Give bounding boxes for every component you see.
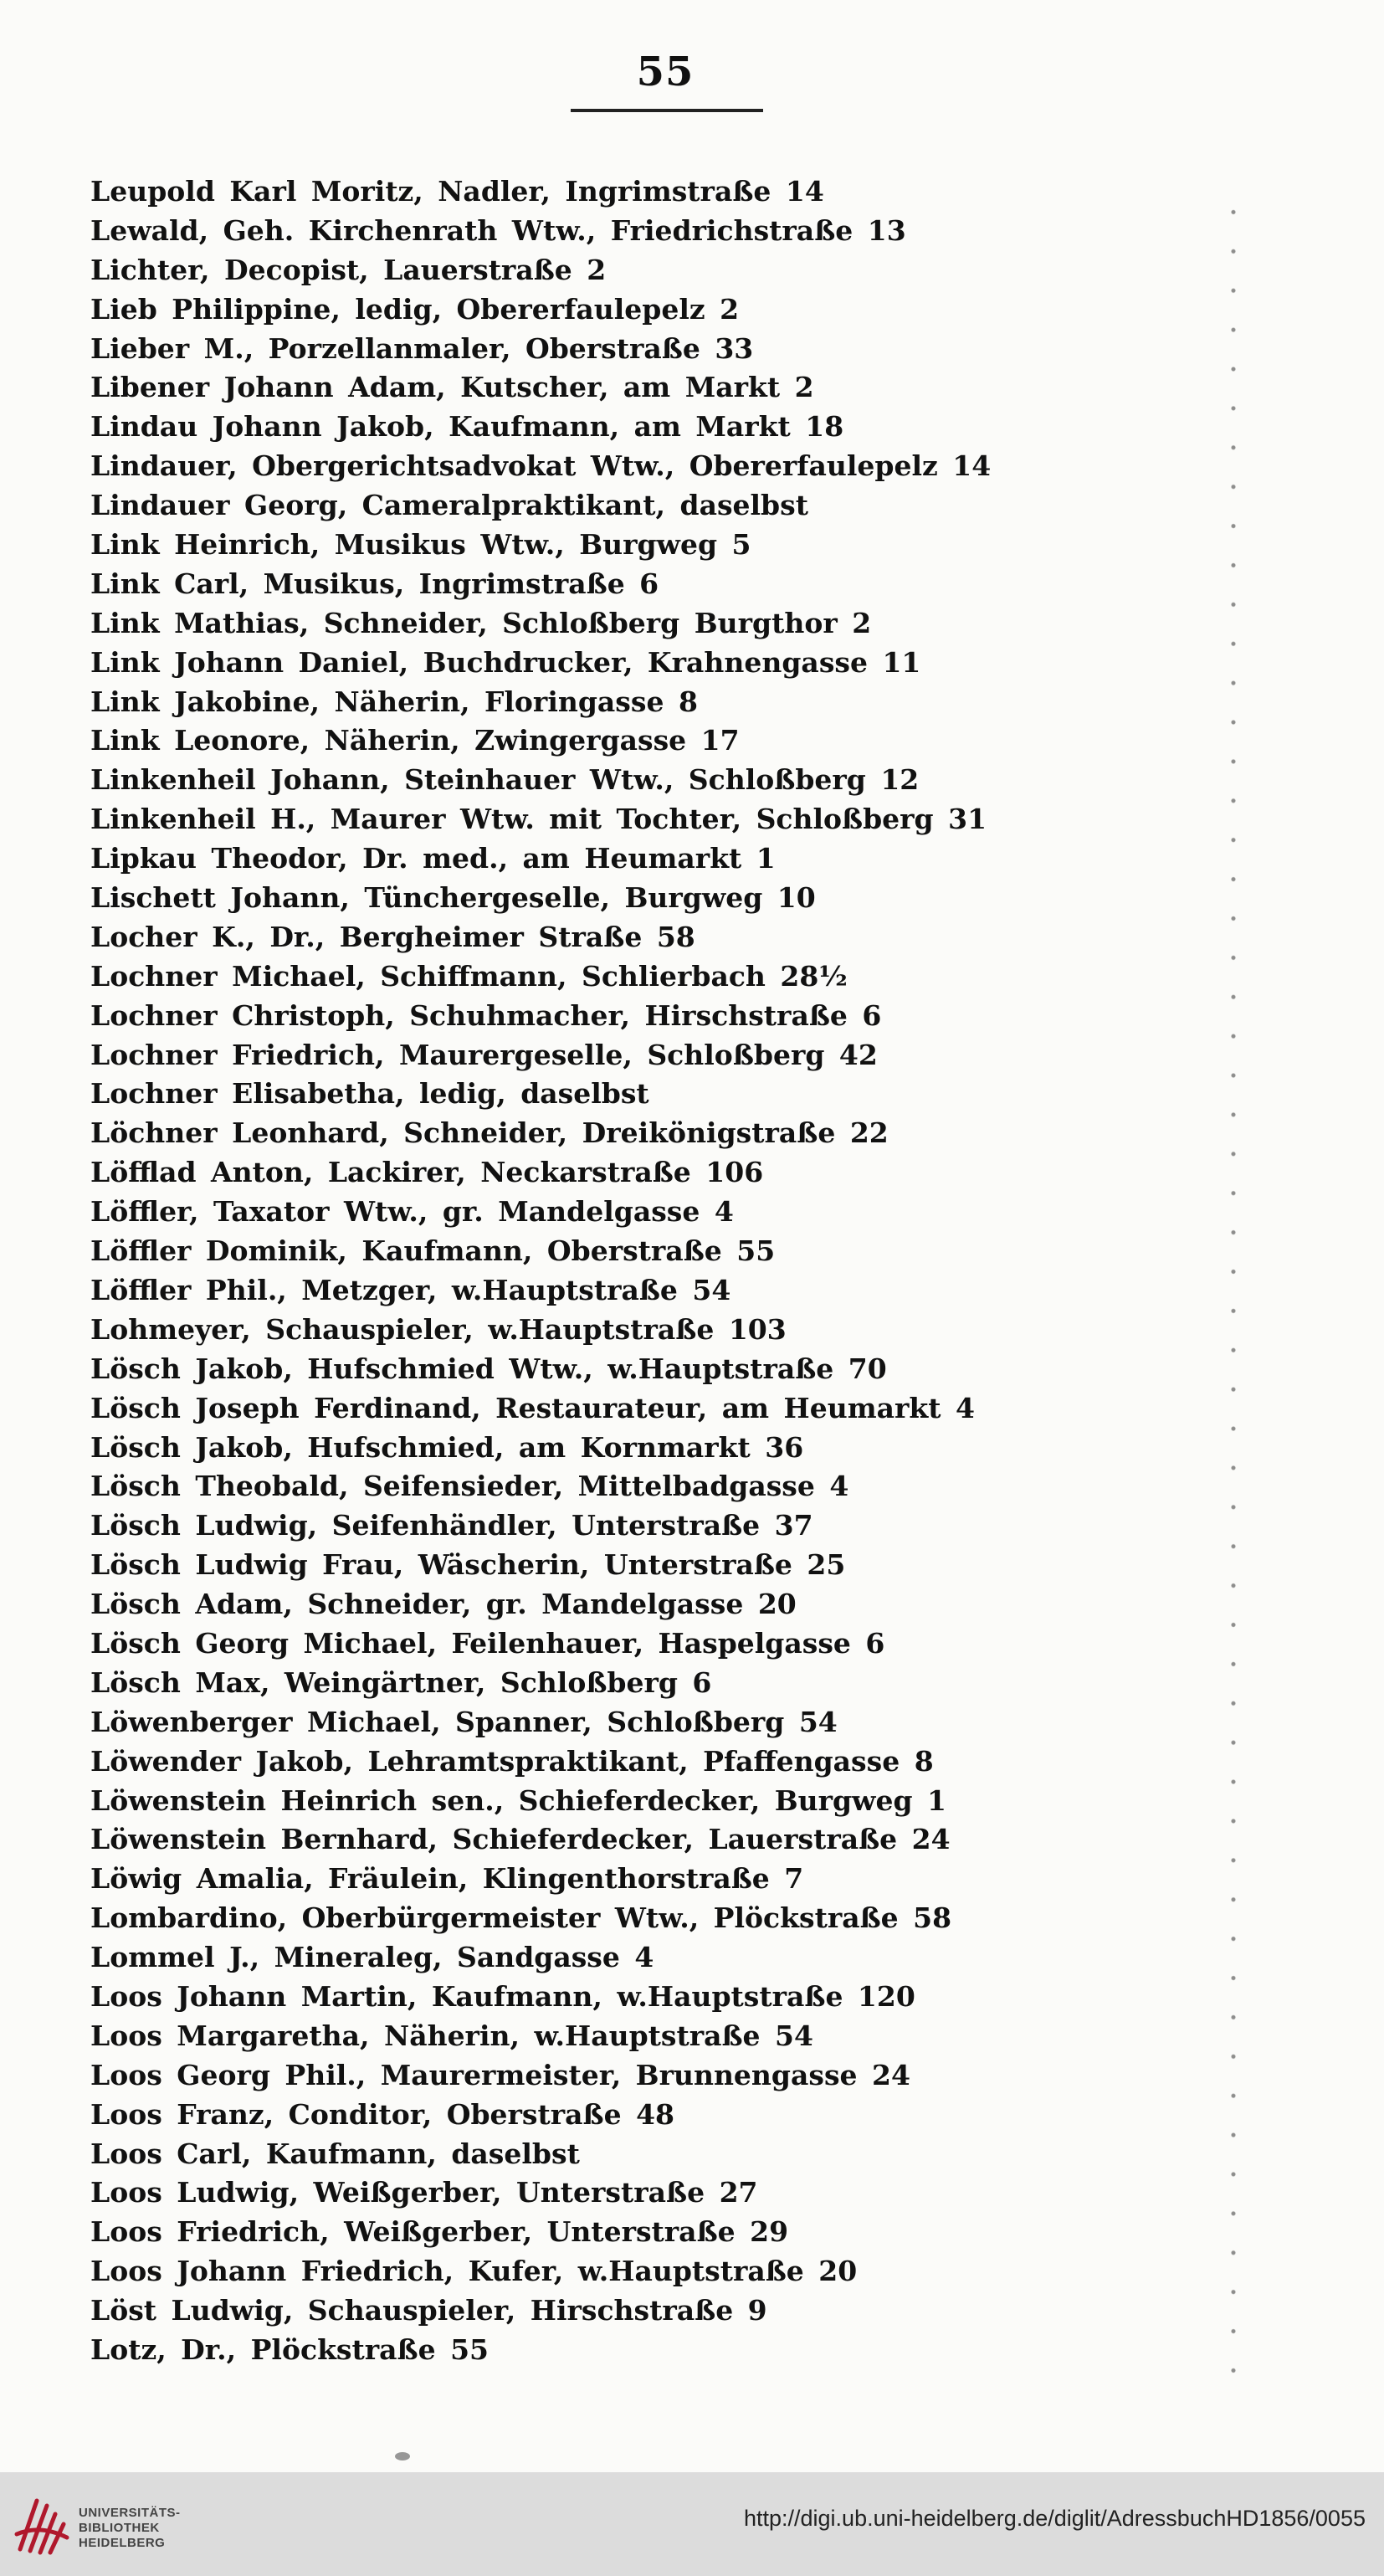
directory-entry: Lieber M., Porzellanmaler, Oberstraße 33 <box>90 331 754 365</box>
directory-entry: Lösch Jakob, Hufschmied Wtw., w.Hauptstraße 70 <box>90 1352 887 1385</box>
institution-line-1: UNIVERSITÄTS- <box>79 2506 181 2520</box>
directory-entry: Link Mathias, Schneider, Schloßberg Burgthor 2 <box>90 606 872 639</box>
directory-entry: Löffler Dominik, Kaufmann, Oberstraße 55 <box>90 1234 776 1268</box>
directory-entry: Löst Ludwig, Schauspieler, Hirschstraße 9 <box>90 2294 767 2327</box>
directory-entry: Link Jakobine, Näherin, Floringasse 8 <box>90 685 698 718</box>
directory-entry: Lösch Ludwig, Seifenhändler, Unterstraße 37 <box>90 1509 813 1542</box>
page-number: 55 <box>636 49 695 95</box>
directory-entry: Leupold Karl Moritz, Nadler, Ingrimstraße 14 <box>90 175 824 208</box>
source-url[interactable]: http://digi.ub.uni-heidelberg.de/diglit/AdressbuchHD1856/0055 <box>743 2506 1366 2531</box>
directory-entry: Lipkau Theodor, Dr. med., am Heumarkt 1 <box>90 842 776 875</box>
directory-entry: Linkenheil Johann, Steinhauer Wtw., Schloßberg 12 <box>90 763 920 797</box>
directory-entry: Löwenberger Michael, Spanner, Schloßberg 54 <box>90 1705 838 1738</box>
directory-entry: Lösch Theobald, Seifensieder, Mittelbadgasse 4 <box>90 1470 849 1503</box>
directory-entry: Linkenheil H., Maurer Wtw. mit Tochter, Schloßberg 31 <box>90 803 987 836</box>
directory-entry: Lindau Johann Jakob, Kaufmann, am Markt 18 <box>90 410 844 444</box>
directory-entry: Lombardino, Oberbürgermeister Wtw., Plöckstraße 58 <box>90 1901 952 1935</box>
directory-entry: Loos Ludwig, Weißgerber, Unterstraße 27 <box>90 2176 758 2209</box>
directory-entry: Löchner Leonhard, Schneider, Dreikönigstraße 22 <box>90 1116 889 1150</box>
directory-entry: Lichter, Decopist, Lauerstraße 2 <box>90 253 607 286</box>
directory-entry: Libener Johann Adam, Kutscher, am Markt 2 <box>90 371 814 404</box>
directory-entry: Löwender Jakob, Lehramtspraktikant, Pfaffengasse 8 <box>90 1744 934 1778</box>
directory-entry: Lösch Adam, Schneider, gr. Mandelgasse 20 <box>90 1588 797 1621</box>
institution-line-3: HEIDELBERG <box>79 2536 166 2550</box>
directory-entry: Lösch Jakob, Hufschmied, am Kornmarkt 36 <box>90 1430 804 1464</box>
directory-entry: Loos Carl, Kaufmann, daselbst <box>90 2137 580 2170</box>
directory-entry: Link Johann Daniel, Buchdrucker, Krahnengasse 11 <box>90 645 921 679</box>
directory-entry: Löffler, Taxator Wtw., gr. Mandelgasse 4 <box>90 1195 734 1229</box>
directory-entry: Lotz, Dr., Plöckstraße 55 <box>90 2332 490 2366</box>
directory-entry: Loos Johann Friedrich, Kufer, w.Hauptstraße 20 <box>90 2255 858 2288</box>
directory-entry: Lieb Philippine, ledig, Obererfaulepelz 2 <box>90 292 740 326</box>
directory-entry: Locher K., Dr., Bergheimer Straße 58 <box>90 920 695 953</box>
directory-entry: Lindauer Georg, Cameralpraktikant, daselbst <box>90 489 808 522</box>
directory-entry: Link Heinrich, Musikus Wtw., Burgweg 5 <box>90 528 751 562</box>
margin-dots <box>1228 192 1238 2385</box>
directory-entry: Lohmeyer, Schauspieler, w.Hauptstraße 103 <box>90 1312 787 1346</box>
institution-name <box>79 2506 181 2551</box>
directory-entry: Lochner Michael, Schiffmann, Schlierbach 28½ <box>90 959 848 993</box>
directory-entry: Löwenstein Bernhard, Schieferdecker, Lauerstraße 24 <box>90 1823 951 1856</box>
directory-entry: Link Leonore, Näherin, Zwingergasse 17 <box>90 724 740 757</box>
directory-entry: Loos Friedrich, Weißgerber, Unterstraße 29 <box>90 2215 789 2249</box>
directory-entry: Loos Johann Martin, Kaufmann, w.Hauptstraße 120 <box>90 1979 915 2013</box>
header-rule <box>571 109 763 112</box>
footer-bar <box>0 2472 1384 2576</box>
directory-entry: Lösch Ludwig Frau, Wäscherin, Unterstraße 25 <box>90 1548 846 1582</box>
directory-entry: Lommel J., Mineraleg, Sandgasse 4 <box>90 1941 654 1974</box>
directory-entry: Löffler Phil., Metzger, w.Hauptstraße 54 <box>90 1273 731 1306</box>
directory-entry: Lösch Joseph Ferdinand, Restaurateur, am Heumarkt 4 <box>90 1391 975 1424</box>
directory-entry: Lindauer, Obergerichtsadvokat Wtw., Obererfaulepelz 14 <box>90 449 992 483</box>
directory-entry: Löfflad Anton, Lackirer, Neckarstraße 106 <box>90 1156 764 1189</box>
directory-entry: Lösch Max, Weingärtner, Schloßberg 6 <box>90 1665 712 1699</box>
directory-entry: Lochner Christoph, Schuhmacher, Hirschstraße 6 <box>90 998 882 1032</box>
directory-entry: Lochner Elisabetha, ledig, daselbst <box>90 1077 649 1111</box>
institution-line-2: BIBLIOTHEK <box>79 2521 160 2535</box>
directory-entry: Lochner Friedrich, Maurergeselle, Schloßberg 42 <box>90 1038 878 1071</box>
directory-entry: Lösch Georg Michael, Feilenhauer, Haspelgasse 6 <box>90 1626 885 1660</box>
ink-smudge <box>395 2452 410 2461</box>
directory-entries <box>90 172 1245 2370</box>
directory-entry: Loos Margaretha, Näherin, w.Hauptstraße 54 <box>90 2019 813 2052</box>
directory-entry: Loos Georg Phil., Maurermeister, Brunnengasse 24 <box>90 2058 910 2091</box>
directory-entry: Löwenstein Heinrich sen., Schieferdecker, Burgweg 1 <box>90 1783 946 1817</box>
directory-entry: Loos Franz, Conditor, Oberstraße 48 <box>90 2097 674 2131</box>
directory-entry: Löwig Amalia, Fräulein, Klingenthorstraße 7 <box>90 1862 804 1896</box>
university-seal-icon <box>12 2491 72 2558</box>
directory-entry: Lewald, Geh. Kirchenrath Wtw., Friedrichstraße 13 <box>90 213 906 247</box>
directory-entry: Link Carl, Musikus, Ingrimstraße 6 <box>90 567 659 600</box>
directory-entry: Lischett Johann, Tünchergeselle, Burgweg 10 <box>90 881 816 915</box>
